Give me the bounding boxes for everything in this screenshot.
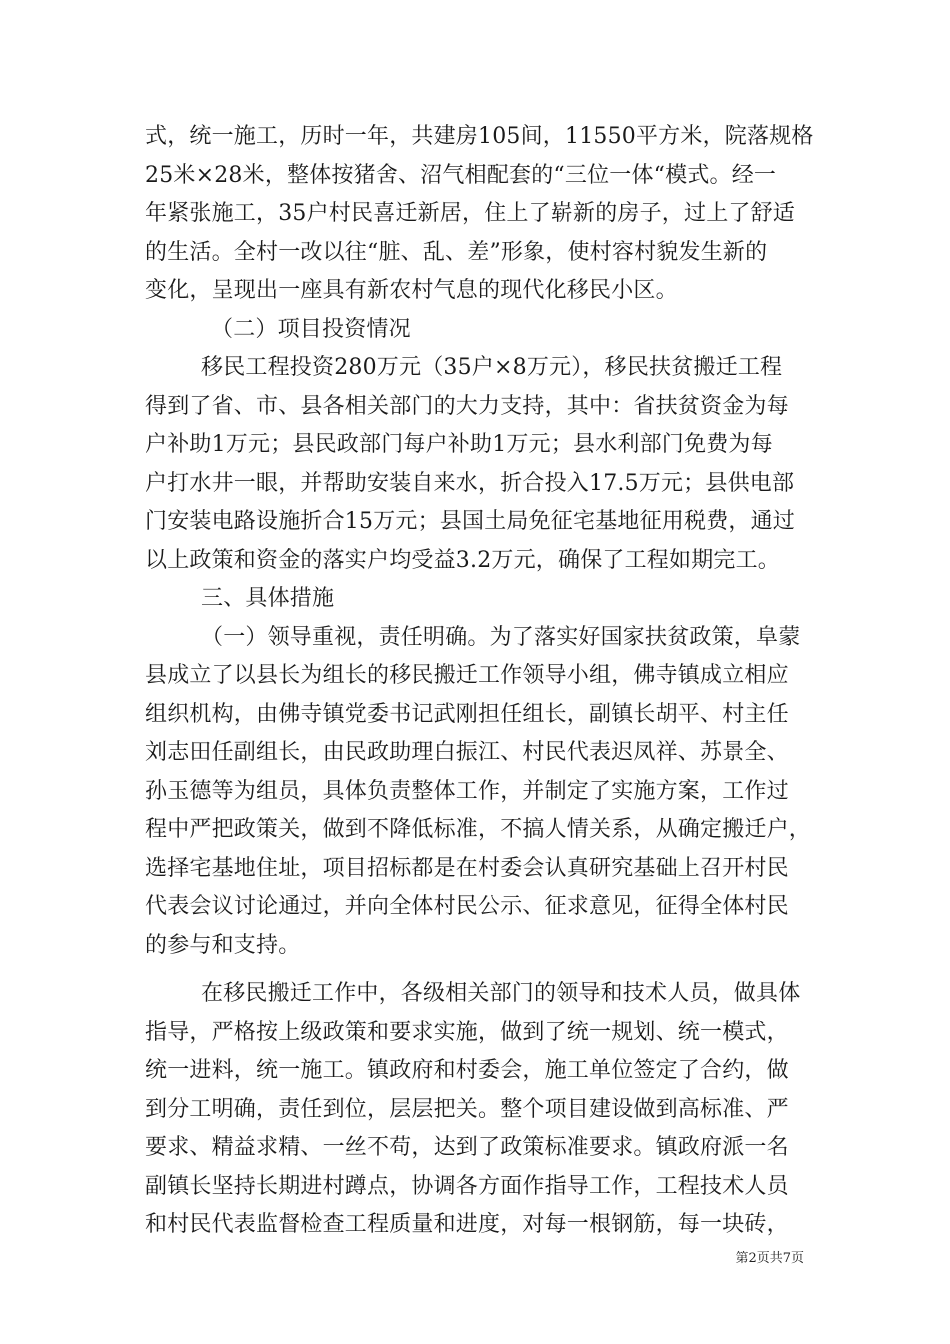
text-line: 年紧张施工，35户村民喜迁新居，住上了崭新的房子，过上了舒适: [145, 201, 795, 226]
text-line: 代表会议讨论通过，并向全体村民公示、征求意见，征得全体村民: [145, 894, 789, 919]
text-line: 和村民代表监督检查工程质量和进度，对每一根钢筋，每一块砖，: [145, 1212, 789, 1237]
text-line: 式，统一施工，历时一年，共建房105间，11550平方米，院落规格: [145, 124, 814, 149]
section-heading: 三、具体措施: [201, 586, 335, 611]
text-line: 指导，严格按上级政策和要求实施，做到了统一规划、统一模式，: [145, 1019, 789, 1045]
text-line: （一）领导重视，责任明确。为了落实好国家扶贫政策，阜蒙: [201, 624, 801, 650]
text-line: 的生活。全村一改以往“脏、乱、差”形象，使村容村貌发生新的: [145, 239, 768, 265]
text-line: 选择宅基地住址，项目招标都是在村委会认真研究基础上召开村民: [145, 855, 789, 881]
text-line: 程中严把政策关，做到不降低标准，不搞人情关系，从确定搬迁户，: [145, 817, 812, 842]
section-heading: （二）项目投资情况: [211, 316, 411, 342]
text-line: 变化，呈现出一座具有新农村气息的现代化移民小区。: [145, 278, 678, 303]
text-line: 孙玉德等为组员，具体负责整体工作，并制定了实施方案，工作过: [145, 778, 789, 804]
text-line: 门安装电路设施折合15万元；县国土局免征宅基地征用税费，通过: [145, 509, 795, 534]
text-line: 的参与和支持。: [145, 932, 301, 958]
text-line: 户补助1万元；县民政部门每户补助1万元；县水利部门免费为每: [145, 432, 773, 457]
text-line: 副镇长坚持长期进村蹲点，协调各方面作指导工作，工程技术人员: [145, 1173, 789, 1199]
text-line: 得到了省、市、县各相关部门的大力支持，其中：省扶贫资金为每: [145, 393, 789, 419]
page-number: 第2页共7页: [735, 1251, 804, 1266]
text-line: 到分工明确，责任到位，层层把关。整个项目建设做到高标准、严: [145, 1096, 789, 1122]
text-line: 25米×28米，整体按猪舍、沼气相配套的“三位一体“模式。经一: [145, 162, 777, 188]
text-line: 在移民搬迁工作中，各级相关部门的领导和技术人员，做具体: [201, 981, 801, 1006]
text-line: 要求、精益求精、一丝不苟，达到了政策标准要求。镇政府派一名: [145, 1135, 789, 1160]
text-line: 以上政策和资金的落实户均受益3.2万元，确保了工程如期完工。: [145, 547, 780, 573]
text-line: 刘志田任副组长，由民政助理白振江、村民代表迟凤祥、苏景全、: [145, 740, 789, 765]
text-line: 组织机构，由佛寺镇党委书记武刚担任组长，副镇长胡平、村主任: [145, 701, 789, 727]
body-text: [145, 118, 815, 1245]
text-line: 移民工程投资280万元（35户×8万元），移民扶贫搬迁工程: [201, 355, 783, 380]
text-line: 户打水井一眼，并帮助安装自来水，折合投入17.5万元；县供电部: [145, 470, 795, 496]
text-line: 县成立了以县长为组长的移民搬迁工作领导小组，佛寺镇成立相应: [145, 663, 789, 688]
text-line: 统一进料，统一施工。镇政府和村委会，施工单位签定了合约，做: [145, 1058, 789, 1083]
